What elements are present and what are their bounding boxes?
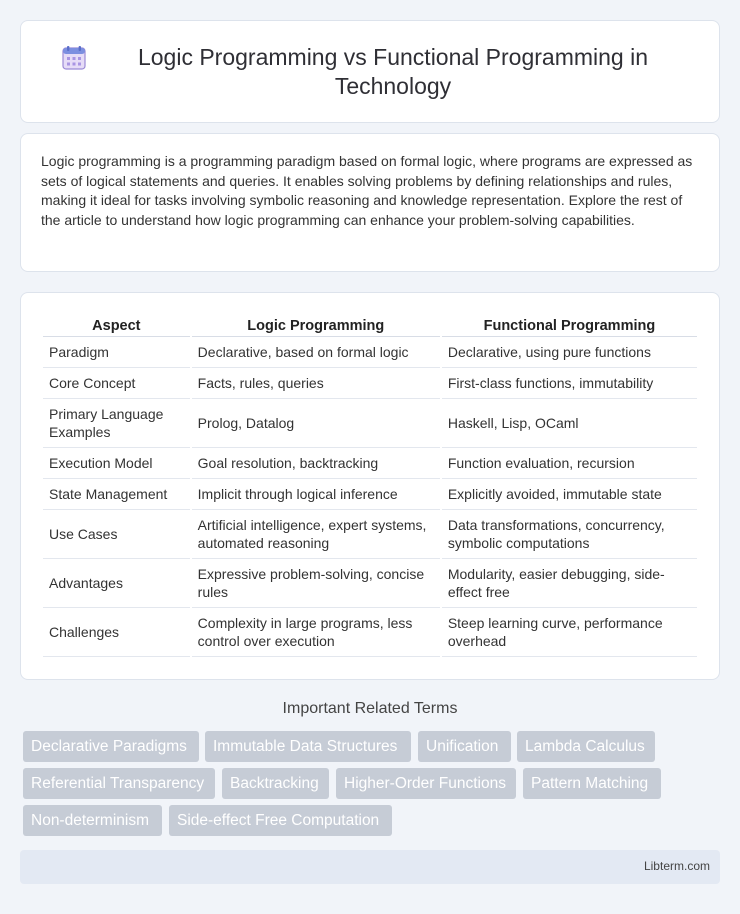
cell-aspect: Primary Language Examples xyxy=(43,399,190,448)
cell-aspect: Advantages xyxy=(43,559,190,608)
tag-referential-transparency[interactable]: Referential Transparency xyxy=(23,768,215,799)
cell-logic: Facts, rules, queries xyxy=(192,368,440,399)
cell-aspect: Core Concept xyxy=(43,368,190,399)
cell-aspect: Execution Model xyxy=(43,448,190,479)
cell-logic: Declarative, based on formal logic xyxy=(192,337,440,368)
tag-pattern-matching[interactable]: Pattern Matching xyxy=(523,768,661,799)
cell-logic: Complexity in large programs, less control over execution xyxy=(192,608,440,657)
table-row xyxy=(43,399,697,448)
cell-logic: Expressive problem-solving, concise rules xyxy=(192,559,440,608)
tag-non-determinism[interactable]: Non-determinism xyxy=(23,805,162,836)
cell-aspect: Use Cases xyxy=(43,510,190,559)
cell-functional: Declarative, using pure functions xyxy=(442,337,697,368)
table-row xyxy=(43,510,697,559)
cell-functional: Haskell, Lisp, OCaml xyxy=(442,399,697,448)
cell-aspect: State Management xyxy=(43,479,190,510)
header-functional: Functional Programming xyxy=(442,313,697,337)
comparison-card xyxy=(20,292,720,680)
footer xyxy=(20,850,720,884)
table-row xyxy=(43,559,697,608)
cell-aspect: Challenges xyxy=(43,608,190,657)
calendar-icon xyxy=(61,45,87,71)
cell-functional: First-class functions, immutability xyxy=(442,368,697,399)
footer-brand[interactable]: Libterm.com xyxy=(643,859,710,873)
table-row xyxy=(43,337,697,368)
header-aspect: Aspect xyxy=(43,313,190,337)
cell-logic: Goal resolution, backtracking xyxy=(192,448,440,479)
cell-functional: Steep learning curve, performance overhead xyxy=(442,608,697,657)
cell-logic: Prolog, Datalog xyxy=(192,399,440,448)
tag-unification[interactable]: Unification xyxy=(418,731,511,762)
table-row xyxy=(43,479,697,510)
tag-backtracking[interactable]: Backtracking xyxy=(222,768,329,799)
table-row xyxy=(43,448,697,479)
table-row xyxy=(43,608,697,657)
header-logic: Logic Programming xyxy=(192,313,440,337)
intro-card xyxy=(20,133,720,272)
related-terms-title: Important Related Terms xyxy=(282,700,458,717)
tag-lambda-calculus[interactable]: Lambda Calculus xyxy=(517,731,655,762)
cell-functional: Modularity, easier debugging, side-effect free xyxy=(442,559,697,608)
table-header-row xyxy=(43,313,697,337)
cell-functional: Explicitly avoided, immutable state xyxy=(442,479,697,510)
intro-text: Logic programming is a programming paradigm based on formal logic, where programs are expressed as sets of logical statements and queries. It enables solving problems by defining relationships and rules, making it ideal for tasks involving symbolic reasoning and knowledge representation. Explore the rest of the article to understand how logic programming can enhance your problem-solving capabilities. xyxy=(41,153,693,228)
comparison-table xyxy=(41,313,699,657)
page-title: Logic Programming vs Functional Programming in Technology xyxy=(137,43,649,99)
table-row xyxy=(43,368,697,399)
tag-side-effect-free-computation[interactable]: Side-effect Free Computation xyxy=(169,805,392,836)
tag-declarative-paradigms[interactable]: Declarative Paradigms xyxy=(23,731,199,762)
tag-immutable-data-structures[interactable]: Immutable Data Structures xyxy=(205,731,411,762)
cell-logic: Artificial intelligence, expert systems, automated reasoning xyxy=(192,510,440,559)
cell-functional: Function evaluation, recursion xyxy=(442,448,697,479)
title-wrap xyxy=(21,43,719,101)
cell-aspect: Paradigm xyxy=(43,337,190,368)
title-card xyxy=(20,20,720,123)
cell-functional: Data transformations, concurrency, symbolic computations xyxy=(442,510,697,559)
tag-higher-order-functions[interactable]: Higher-Order Functions xyxy=(336,768,516,799)
cell-logic: Implicit through logical inference xyxy=(192,479,440,510)
